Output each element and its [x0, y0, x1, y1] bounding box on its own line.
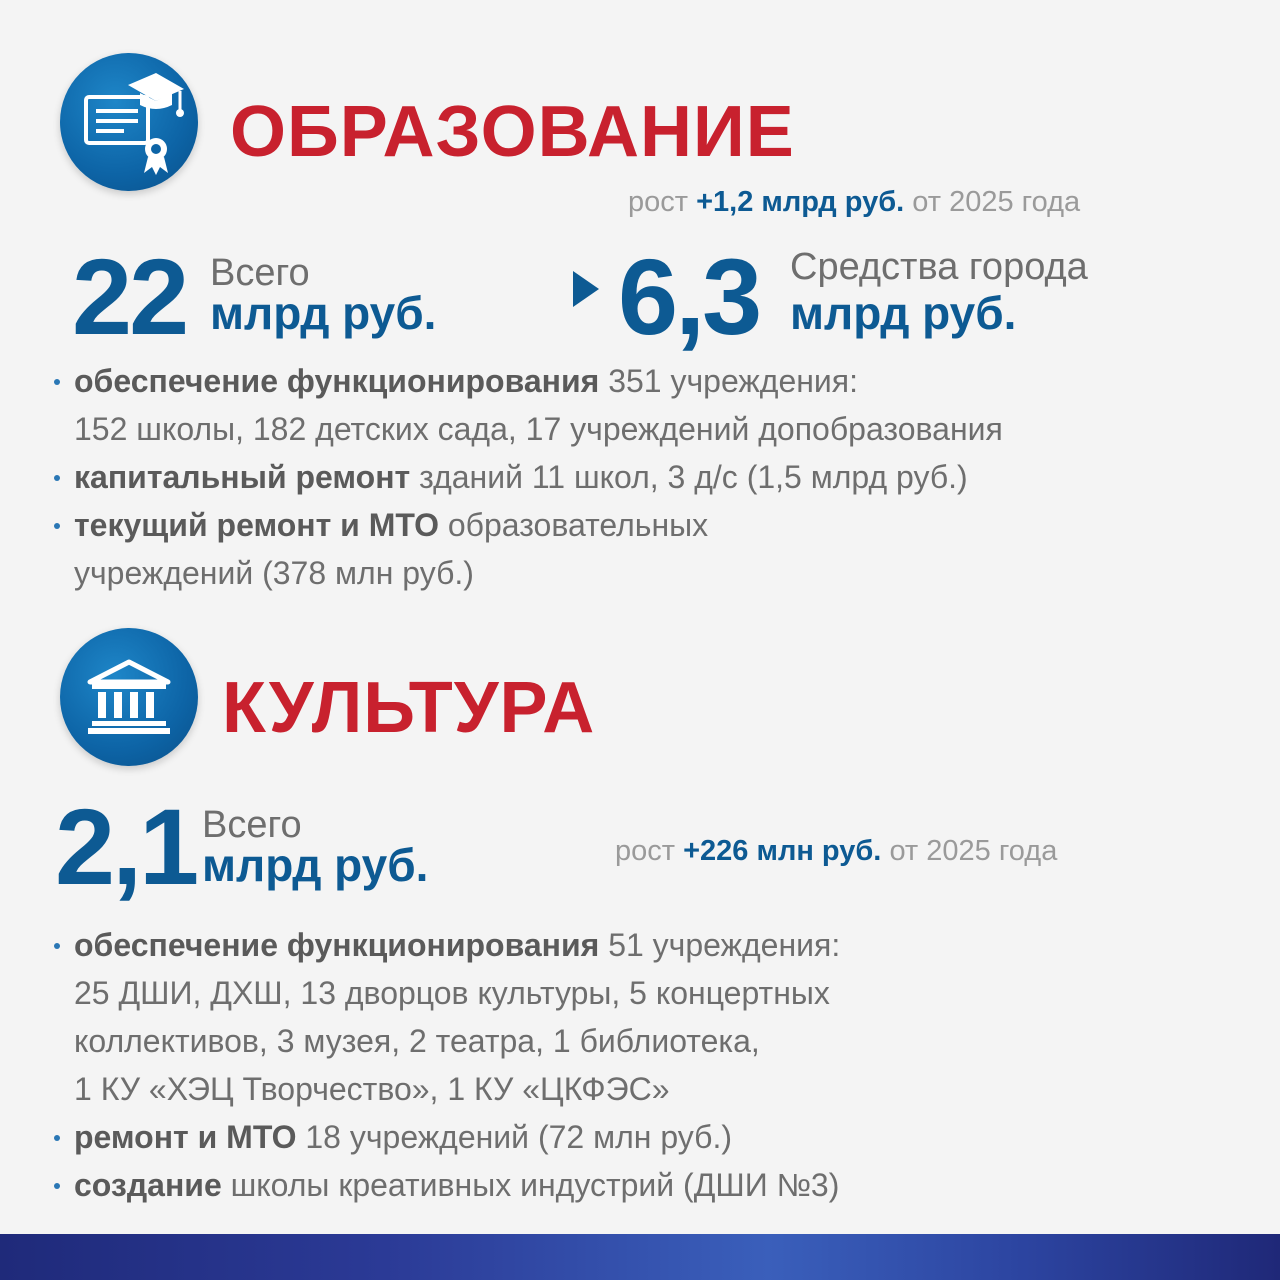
culture-icon-circle	[60, 628, 198, 766]
culture-total-label-bottom: млрд руб.	[202, 839, 429, 891]
education-city-number: 6,3	[618, 236, 760, 357]
arrow-right-icon	[573, 271, 599, 307]
growth-suffix: от 2025 года	[889, 835, 1058, 867]
education-total-label-bottom: млрд руб.	[210, 287, 437, 339]
growth-prefix: рост	[628, 186, 689, 218]
culture-total-label-top: Всего	[202, 804, 302, 846]
growth-prefix: рост	[615, 835, 676, 867]
culture-growth	[615, 835, 1057, 868]
growth-suffix: от 2025 года	[912, 186, 1081, 218]
list-item: текущий ремонт и МТО образовательных учреждений (378 млн руб.)	[54, 501, 1003, 597]
education-total-number: 22	[72, 236, 187, 357]
growth-value: +226 млн руб.	[683, 835, 882, 867]
education-title: ОБРАЗОВАНИЕ	[230, 92, 795, 172]
culture-list	[54, 921, 840, 1209]
education-growth	[628, 186, 1080, 219]
growth-value: +1,2 млрд руб.	[696, 186, 905, 218]
culture-total-number: 2,1	[55, 786, 197, 907]
education-city-label-top: Средства города	[790, 246, 1088, 288]
footer-band	[0, 1234, 1280, 1280]
diploma-graduation-cap-icon	[60, 53, 198, 191]
education-city-label-bottom: млрд руб.	[790, 287, 1017, 339]
culture-title: КУЛЬТУРА	[222, 668, 596, 748]
museum-building-icon	[60, 628, 198, 766]
education-list	[54, 357, 1003, 597]
list-item: ремонт и МТО 18 учреждений (72 млн руб.)	[54, 1113, 840, 1161]
education-icon-circle	[60, 53, 198, 191]
list-item: капитальный ремонт зданий 11 школ, 3 д/с (1,5 млрд руб.)	[54, 453, 1003, 501]
list-item: обеспечение функционирования 351 учреждения: 152 школы, 182 детских сада, 17 учреждений допобразования	[54, 357, 1003, 453]
list-item: обеспечение функционирования 51 учреждения: 25 ДШИ, ДХШ, 13 дворцов культуры, 5 концертных коллективов, 3 музея, 2 театра, 1 библиотека, 1 КУ «ХЭЦ Творчество», 1 КУ «ЦКФЭС»	[54, 921, 840, 1113]
list-item: создание школы креативных индустрий (ДШИ №3)	[54, 1161, 840, 1209]
education-total-label-top: Всего	[210, 252, 310, 294]
